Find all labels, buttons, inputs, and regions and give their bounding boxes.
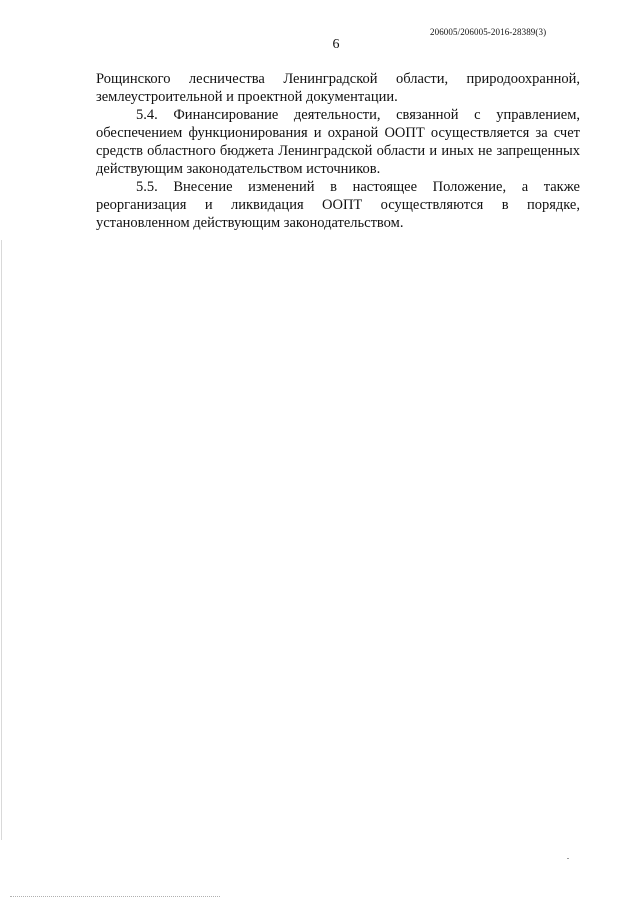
page-number: 6 <box>332 37 340 52</box>
document-body <box>96 70 580 232</box>
paragraph-5-5: 5.5. Внесение изменений в настоящее Положение, а также реорганизация и ликвидация ООПТ осуществляются в порядке, установленном действующим законодательством. <box>96 179 580 231</box>
paragraph-5-4: 5.4. Финансирование деятельности, связанной с управлением, обеспечением функционирования и охраной ООПТ осуществляется за счет средств областного бюджета Ленинградской области и иных не запрещенных действующим законодательством источников. <box>96 107 580 177</box>
scan-bottom-marks <box>10 896 220 899</box>
paragraph-continuation: Рощинского лесничества Ленинградской области, природоохранной, землеустроительной и проектной документации. <box>96 71 580 105</box>
scan-speck <box>567 858 569 859</box>
document-id: 206005/206005-2016-28389(3) <box>430 27 547 37</box>
scan-edge-line <box>1 240 2 840</box>
